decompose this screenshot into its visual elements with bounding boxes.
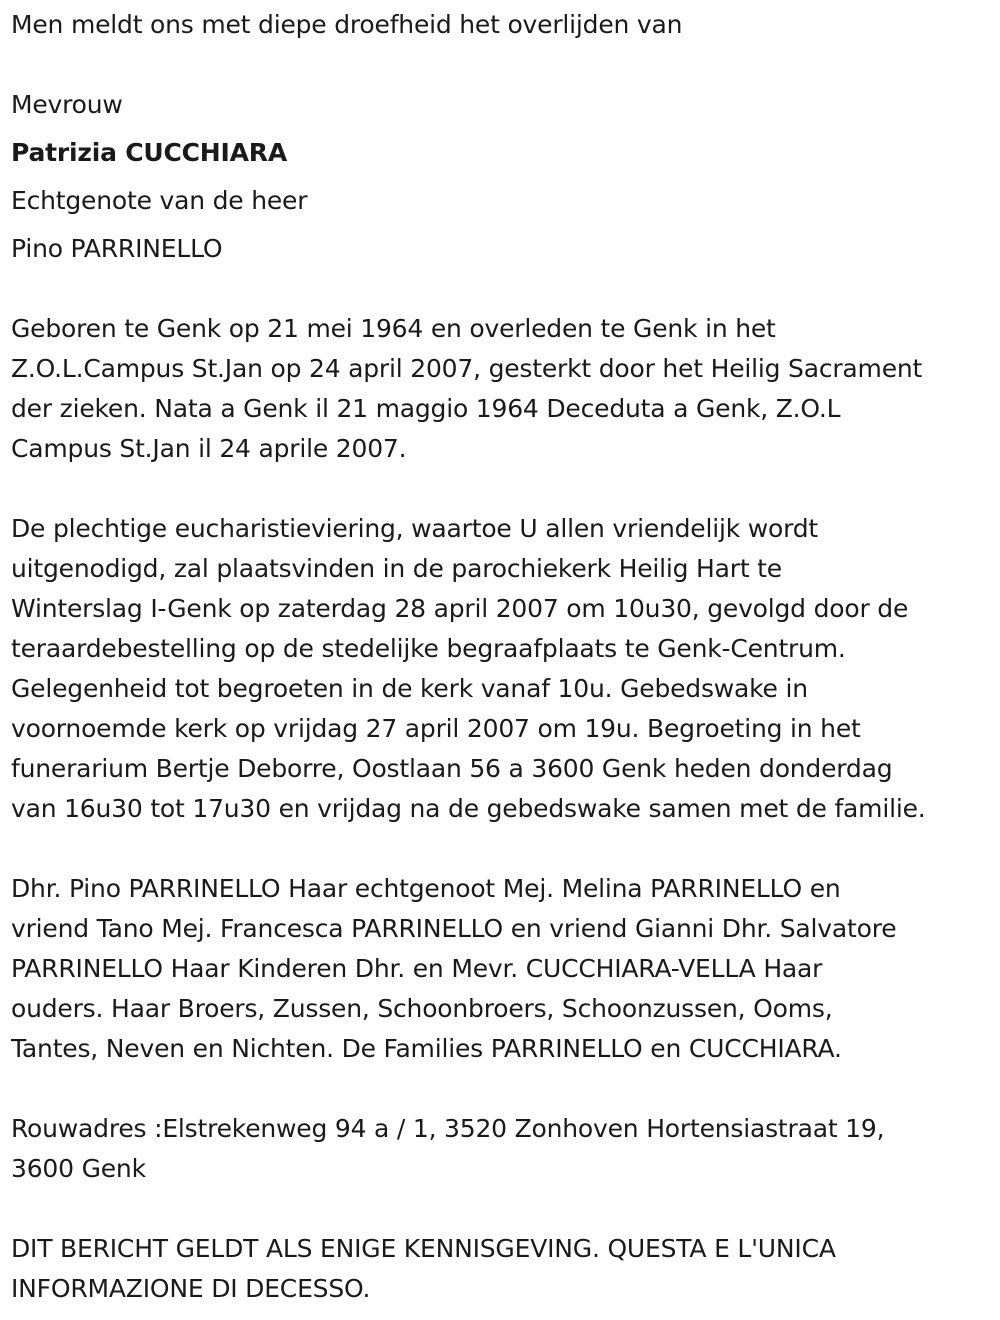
paragraph-line: Gelegenheid tot begroeten in de kerk vanaf 10u. Gebedswake in (11, 674, 808, 703)
paragraph-line: vriend Tano Mej. Francesca PARRINELLO en vriend Gianni Dhr. Salvatore (11, 914, 897, 943)
paragraph-line: van 16u30 tot 17u30 en vrijdag na de gebedswake samen met de familie. (11, 794, 926, 823)
paragraph-line: Rouwadres :Elstrekenweg 94 a / 1, 3520 Zonhoven Hortensiastraat 19, (11, 1114, 885, 1143)
paragraph-line: voornoemde kerk op vrijdag 27 april 2007 om 19u. Begroeting in het (11, 714, 861, 743)
ceremony-paragraph (11, 509, 996, 829)
honorific: Mevrouw (11, 90, 123, 119)
spouse-name: Pino PARRINELLO (11, 234, 223, 263)
deceased-name: Patrizia CUCCHIARA (11, 138, 287, 167)
deceased-block (11, 85, 996, 269)
paragraph-line: 3600 Genk (11, 1154, 146, 1183)
intro-text: Men meldt ons met diepe droefheid het overlijden van (11, 10, 683, 39)
paragraph-line: Campus St.Jan il 24 aprile 2007. (11, 434, 407, 463)
paragraph-line: teraardebestelling op de stedelijke begraafplaats te Genk-Centrum. (11, 634, 846, 663)
paragraph-line: Winterslag I-Genk op zaterdag 28 april 2007 om 10u30, gevolgd door de (11, 594, 909, 623)
notice-paragraph (11, 1229, 996, 1309)
obituary-document (11, 0, 996, 1309)
family-paragraph (11, 869, 996, 1069)
birth-death-paragraph (11, 309, 996, 469)
paragraph-line: PARRINELLO Haar Kinderen Dhr. en Mevr. CUCCHIARA-VELLA Haar (11, 954, 823, 983)
paragraph-line: Geboren te Genk op 21 mei 1964 en overleden te Genk in het (11, 314, 776, 343)
paragraph-line: De plechtige eucharistieviering, waartoe U allen vriendelijk wordt (11, 514, 819, 543)
paragraph-line: Dhr. Pino PARRINELLO Haar echtgenoot Mej. Melina PARRINELLO en (11, 874, 841, 903)
paragraph-line: funerarium Bertje Deborre, Oostlaan 56 a 3600 Genk heden donderdag (11, 754, 893, 783)
paragraph-line: ouders. Haar Broers, Zussen, Schoonbroers, Schoonzussen, Ooms, (11, 994, 833, 1023)
relation-text: Echtgenote van de heer (11, 186, 308, 215)
address-paragraph (11, 1109, 996, 1189)
paragraph-line: Z.O.L.Campus St.Jan op 24 april 2007, gesterkt door het Heilig Sacrament (11, 354, 923, 383)
paragraph-line: der zieken. Nata a Genk il 21 maggio 1964 Deceduta a Genk, Z.O.L (11, 394, 841, 423)
paragraph-line: DIT BERICHT GELDT ALS ENIGE KENNISGEVING. QUESTA E L'UNICA (11, 1234, 836, 1263)
paragraph-line: INFORMAZIONE DI DECESSO. (11, 1274, 371, 1303)
paragraph-line: uitgenodigd, zal plaatsvinden in de parochiekerk Heilig Hart te (11, 554, 782, 583)
paragraph-line: Tantes, Neven en Nichten. De Families PARRINELLO en CUCCHIARA. (11, 1034, 842, 1063)
